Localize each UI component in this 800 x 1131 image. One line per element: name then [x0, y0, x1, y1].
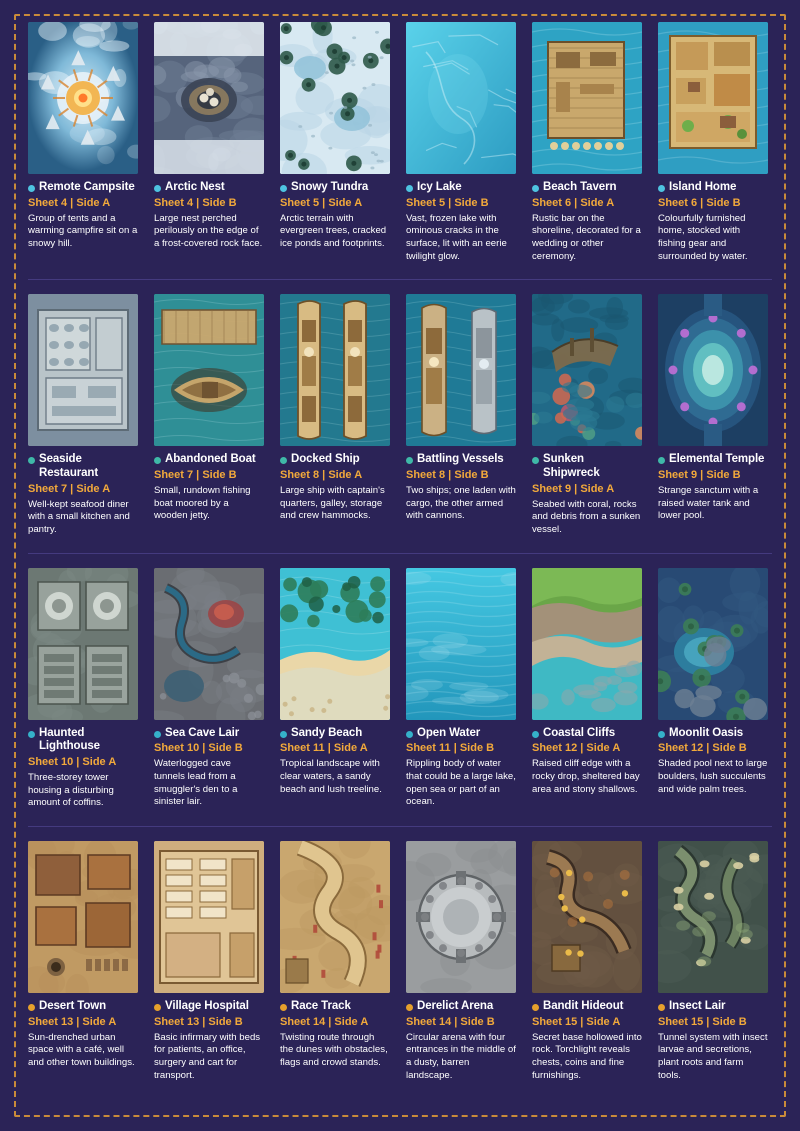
- map-description: Basic infirmary with beds for patients, an office, surgery and cart for transport.: [154, 1031, 261, 1081]
- category-dot-icon: [406, 1004, 413, 1011]
- map-thumbnail: [406, 841, 516, 993]
- map-sheet-label: Sheet 11 | Side B: [406, 742, 495, 755]
- map-card[interactable]: [406, 841, 516, 1082]
- map-card[interactable]: [658, 841, 768, 1082]
- map-description: Strange sanctum with a raised water tank and lower pool.: [658, 485, 759, 522]
- map-description: Circular arena with four entrances in the middle of a dusty, barren landscape.: [406, 1031, 516, 1081]
- map-card[interactable]: [658, 294, 768, 536]
- map-card[interactable]: [532, 294, 642, 536]
- map-description: Arctic terrain with evergreen trees, cracked ice ponds and footprints.: [280, 212, 387, 250]
- map-row: [28, 22, 772, 263]
- map-title: Remote Campsite: [39, 181, 135, 193]
- map-thumbnail: [406, 22, 516, 174]
- map-sheet-label: Sheet 14 | Side B: [406, 1015, 495, 1028]
- map-thumbnail: [154, 22, 264, 174]
- map-catalog-grid: [28, 22, 772, 1112]
- map-description: Rippling body of water that could be a large lake, open sea or part of an ocean.: [406, 758, 516, 808]
- map-description: Tropical landscape with clear waters, a sandy beach and lush treeline.: [280, 758, 382, 795]
- map-title: Battling Vessels: [417, 453, 504, 466]
- map-thumbnail: [28, 568, 138, 720]
- map-title: Sea Cave Lair: [165, 726, 240, 739]
- map-thumbnail: [280, 841, 390, 993]
- map-title-row: [658, 181, 768, 195]
- map-thumbnail: [406, 294, 516, 446]
- map-description: Three-storey tower housing a disturbing amount of coffins.: [28, 771, 114, 809]
- map-description: Two ships; one laden with cargo, the other armed with cannons.: [406, 485, 516, 522]
- category-dot-icon: [532, 457, 539, 464]
- map-thumbnail: [532, 22, 642, 174]
- map-title-row: [658, 453, 768, 467]
- map-title: Arctic Nest: [165, 181, 225, 193]
- map-title-row: [532, 453, 642, 480]
- map-title-row: [280, 453, 390, 467]
- map-description: Vast, frozen lake with ominous cracks in the surface, lit with an eerie twilight glow.: [406, 212, 507, 262]
- category-dot-icon: [28, 1004, 35, 1011]
- map-card[interactable]: [532, 841, 642, 1082]
- map-title: Seaside Restaurant: [39, 453, 99, 479]
- map-sheet-label: Sheet 9 | Side B: [658, 468, 741, 481]
- map-description: Large nest perched perilously on the edge of a frost-covered rock face.: [154, 212, 263, 250]
- map-sheet-label: Sheet 5 | Side A: [280, 196, 363, 209]
- map-thumbnail: [658, 568, 768, 720]
- map-card[interactable]: [154, 841, 264, 1082]
- map-title: Village Hospital: [165, 999, 249, 1012]
- map-title-row: [28, 727, 138, 754]
- map-thumbnail: [28, 22, 138, 174]
- map-title: Sandy Beach: [291, 726, 363, 739]
- map-title: Haunted Lighthouse: [39, 726, 100, 753]
- map-title-row: [532, 1000, 642, 1014]
- map-title-row: [154, 453, 264, 467]
- map-sheet-label: Sheet 13 | Side B: [154, 1015, 243, 1028]
- map-thumbnail: [28, 841, 138, 993]
- map-title: Race Track: [291, 999, 351, 1012]
- map-thumbnail: [532, 294, 642, 446]
- map-card[interactable]: [280, 294, 390, 536]
- map-card[interactable]: [532, 22, 642, 263]
- map-card[interactable]: [280, 841, 390, 1082]
- map-card[interactable]: [532, 568, 642, 810]
- map-title-row: [532, 727, 642, 741]
- map-description: Shaded pool next to large boulders, lush succulents and wide palm trees.: [658, 758, 768, 795]
- row-divider: [28, 279, 772, 280]
- map-thumbnail: [280, 22, 390, 174]
- map-thumbnail: [154, 841, 264, 993]
- map-card[interactable]: [154, 568, 264, 810]
- map-row: [28, 841, 772, 1082]
- category-dot-icon: [406, 185, 413, 192]
- map-title-row: [406, 1000, 516, 1014]
- map-title-row: [406, 181, 516, 195]
- map-row: [28, 294, 772, 536]
- map-title: Derelict Arena: [417, 999, 494, 1012]
- category-dot-icon: [280, 1004, 287, 1011]
- category-dot-icon: [28, 185, 35, 192]
- map-title-row: [154, 1000, 264, 1014]
- map-title: Abandoned Boat: [165, 453, 256, 466]
- map-sheet-label: Sheet 15 | Side A: [532, 1015, 621, 1028]
- map-card[interactable]: [280, 568, 390, 810]
- map-card[interactable]: [154, 294, 264, 536]
- map-thumbnail: [154, 294, 264, 446]
- map-thumbnail: [658, 22, 768, 174]
- map-title: Moonlit Oasis: [669, 726, 744, 739]
- category-dot-icon: [406, 731, 413, 738]
- map-title: Elemental Temple: [669, 453, 765, 466]
- map-sheet-label: Sheet 12 | Side A: [532, 742, 621, 755]
- map-sheet-label: Sheet 5 | Side B: [406, 196, 489, 209]
- map-title: Island Home: [669, 181, 737, 193]
- map-description: Secret base hollowed into rock. Torchlight reveals chests, coins and fine furnishings.: [532, 1031, 642, 1081]
- map-description: Small, rundown fishing boat moored by a wooden jetty.: [154, 485, 251, 522]
- map-title: Snowy Tundra: [291, 181, 369, 193]
- map-title: Bandit Hideout: [543, 999, 624, 1012]
- map-card[interactable]: [154, 22, 264, 263]
- row-divider: [28, 826, 772, 827]
- map-thumbnail: [406, 568, 516, 720]
- map-thumbnail: [280, 294, 390, 446]
- map-title: Open Water: [417, 726, 481, 739]
- map-title-row: [658, 1000, 768, 1014]
- map-title-row: [28, 1000, 138, 1014]
- map-thumbnail: [658, 294, 768, 446]
- map-title: Coastal Cliffs: [543, 726, 616, 739]
- map-title: Insect Lair: [669, 999, 726, 1012]
- map-thumbnail: [154, 568, 264, 720]
- map-title-row: [28, 453, 138, 480]
- category-dot-icon: [154, 1004, 161, 1011]
- map-title-row: [658, 727, 768, 741]
- map-description: Group of tents and a warming campfire sit on a snowy hill.: [28, 212, 138, 250]
- map-description: Large ship with captain's quarters, galley, storage and crew hammocks.: [280, 485, 385, 522]
- map-sheet-label: Sheet 10 | Side A: [28, 755, 117, 768]
- map-thumbnail: [658, 841, 768, 993]
- map-sheet-label: Sheet 12 | Side B: [658, 742, 747, 755]
- category-dot-icon: [532, 185, 539, 192]
- map-sheet-label: Sheet 6 | Side B: [658, 196, 741, 209]
- category-dot-icon: [658, 731, 665, 738]
- map-description: Seabed with coral, rocks and debris from a sunken vessel.: [532, 498, 641, 535]
- map-thumbnail: [532, 841, 642, 993]
- map-description: Well-kept seafood diner with a small kitchen and pantry.: [28, 498, 130, 535]
- map-card[interactable]: [28, 22, 138, 263]
- category-dot-icon: [154, 185, 161, 192]
- map-title-row: [406, 453, 516, 467]
- map-sheet-label: Sheet 7 | Side A: [28, 482, 111, 495]
- map-description: Twisting route through the dunes with obstacles, flags and crowd stands.: [280, 1031, 388, 1068]
- map-sheet-label: Sheet 14 | Side A: [280, 1015, 369, 1028]
- map-sheet-label: Sheet 10 | Side B: [154, 742, 243, 755]
- map-sheet-label: Sheet 8 | Side A: [280, 468, 363, 481]
- map-title-row: [280, 727, 390, 741]
- map-title-row: [280, 1000, 390, 1014]
- map-sheet-label: Sheet 6 | Side A: [532, 196, 615, 209]
- map-title-row: [154, 181, 264, 195]
- map-description: Sun-drenched urban space with a café, well and other town buildings.: [28, 1031, 135, 1068]
- map-row: [28, 568, 772, 810]
- map-description: Rustic bar on the shoreline, decorated for a wedding or other ceremony.: [532, 212, 641, 262]
- map-card[interactable]: [406, 568, 516, 810]
- map-description: Raised cliff edge with a rocky drop, sheltered bay area and stony shallows.: [532, 758, 640, 795]
- map-title-row: [28, 181, 138, 195]
- map-thumbnail: [280, 568, 390, 720]
- category-dot-icon: [28, 731, 35, 738]
- map-title: Desert Town: [39, 999, 107, 1012]
- map-card[interactable]: [658, 568, 768, 810]
- map-thumbnail: [28, 294, 138, 446]
- category-dot-icon: [658, 457, 665, 464]
- map-thumbnail: [532, 568, 642, 720]
- category-dot-icon: [532, 1004, 539, 1011]
- map-description: Waterlogged cave tunnels lead from a smuggler's den to a sinister lair.: [154, 758, 238, 808]
- map-title: Icy Lake: [417, 181, 462, 193]
- category-dot-icon: [154, 731, 161, 738]
- category-dot-icon: [280, 731, 287, 738]
- map-sheet-label: Sheet 7 | Side B: [154, 468, 237, 481]
- map-sheet-label: Sheet 8 | Side B: [406, 468, 489, 481]
- category-dot-icon: [658, 1004, 665, 1011]
- map-sheet-label: Sheet 4 | Side A: [28, 196, 111, 209]
- category-dot-icon: [154, 457, 161, 464]
- map-title-row: [280, 181, 390, 195]
- category-dot-icon: [658, 185, 665, 192]
- map-card[interactable]: [406, 22, 516, 263]
- category-dot-icon: [532, 731, 539, 738]
- map-title: Docked Ship: [291, 453, 360, 466]
- map-card[interactable]: [28, 568, 138, 810]
- map-card[interactable]: [658, 22, 768, 263]
- map-sheet-label: Sheet 4 | Side B: [154, 196, 237, 209]
- map-title: Beach Tavern: [543, 181, 617, 193]
- map-description: Colourfully furnished home, stocked with fishing gear and surrounded by water.: [658, 212, 748, 262]
- map-sheet-label: Sheet 15 | Side B: [658, 1015, 747, 1028]
- category-dot-icon: [280, 457, 287, 464]
- map-card[interactable]: [28, 294, 138, 536]
- map-sheet-label: Sheet 13 | Side A: [28, 1015, 117, 1028]
- map-title-row: [532, 181, 642, 195]
- category-dot-icon: [406, 457, 413, 464]
- map-card[interactable]: [406, 294, 516, 536]
- row-divider: [28, 553, 772, 554]
- map-description: Tunnel system with insect larvae and secretions, plant roots and farm tools.: [658, 1031, 768, 1081]
- map-title-row: [154, 727, 264, 741]
- map-sheet-label: Sheet 11 | Side A: [280, 742, 368, 755]
- map-card[interactable]: [28, 841, 138, 1082]
- map-sheet-label: Sheet 9 | Side A: [532, 482, 615, 495]
- category-dot-icon: [28, 457, 35, 464]
- map-title-row: [406, 727, 516, 741]
- category-dot-icon: [280, 185, 287, 192]
- map-card[interactable]: [280, 22, 390, 263]
- map-title: Sunken Shipwreck: [543, 453, 600, 479]
